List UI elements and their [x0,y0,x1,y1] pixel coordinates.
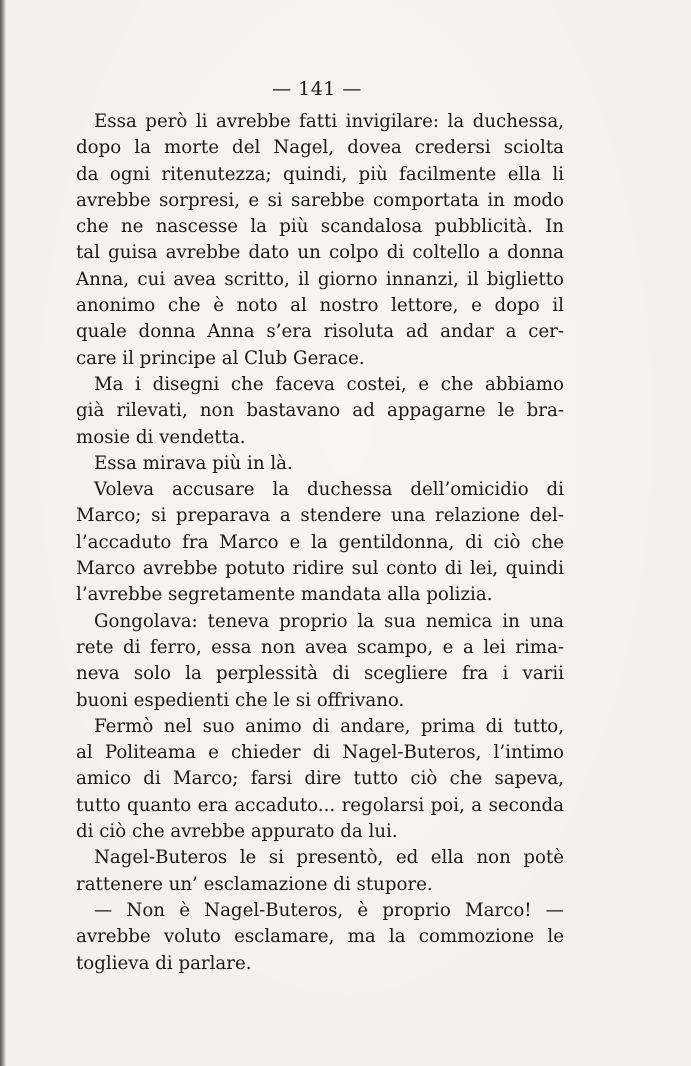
text-line: anonimo che è noto al nostro lettore, e dopo il [76,295,564,317]
text-line: buoni espedienti che le si offrivano. [76,689,405,711]
text-line: Fermò nel suo animo di andare, prima di tutto, [94,715,564,737]
text-line: tal guisa avrebbe dato un colpo di coltello a donna [76,242,564,264]
text-line: rattenere un’ esclamazione di stupore. [76,873,433,895]
text-line: tutto quanto era accaduto... regolarsi poi, a seconda [76,794,564,816]
text-line: dopo la morte del Nagel, dovea credersi sciolta [76,137,564,159]
text-line: neva solo la perplessità di scegliere fra i varii [76,663,564,685]
text-line: amico di Marco; farsi dire tutto ciò che sapeva, [76,768,564,790]
text-line: Marco avrebbe potuto ridire sul conto di lei, quindi [76,558,564,580]
text-line: quale donna Anna s’era risoluta ad andar a cer- [76,321,564,343]
text-line: di ciò che avrebbe appurato da lui. [76,821,398,843]
text-line: Nagel-Buteros le si presentò, ed ella non potè [94,847,564,869]
text-line: mosie di vendetta. [76,426,246,448]
text-line: l’accaduto fra Marco e la gentildonna, di ciò che [76,531,564,553]
text-line: da ogni ritenutezza; quindi, più facilmente ella li [76,163,564,185]
text-line: avrebbe voluto esclamare, ma la commozione le [76,926,564,948]
text-line: Ma i disegni che faceva costei, e che abbiamo [94,373,564,395]
text-line: rete di ferro, essa non avea scampo, e a lei rima- [76,636,564,658]
text-line: avrebbe sorpresi, e si sarebbe comportata in modo [76,189,564,211]
text-line: che ne nascesse la più scandalosa pubblicità. In [76,216,564,238]
text-line: toglieva di parlare. [76,952,252,974]
page-number: — 141 — [272,78,362,100]
text-line: l’avrebbe segretamente mandata alla polizia. [76,584,493,606]
text-line: Gongolava: teneva proprio la sua nemica in una [94,610,564,632]
text-line: al Politeama e chieder di Nagel-Buteros, l’intimo [76,742,564,764]
body-text [76,109,564,977]
text-line: — Non è Nagel-Buteros, è proprio Marco! — [94,899,564,921]
page-spine-shadow [0,0,6,1066]
text-line: Marco; si preparava a stendere una relazione del- [76,505,564,527]
text-line: Essa mirava più in là. [94,452,293,474]
text-line: Essa però li avrebbe fatti invigilare: la duchessa, [94,111,564,132]
text-line: Voleva accusare la duchessa dell’omicidio di [94,479,564,501]
text-line: Anna, cui avea scritto, il giorno innanzi, il biglietto [76,268,564,290]
text-line: care il principe al Club Gerace. [76,347,365,369]
text-line: già rilevati, non bastavano ad appagarne le bra- [76,400,564,422]
